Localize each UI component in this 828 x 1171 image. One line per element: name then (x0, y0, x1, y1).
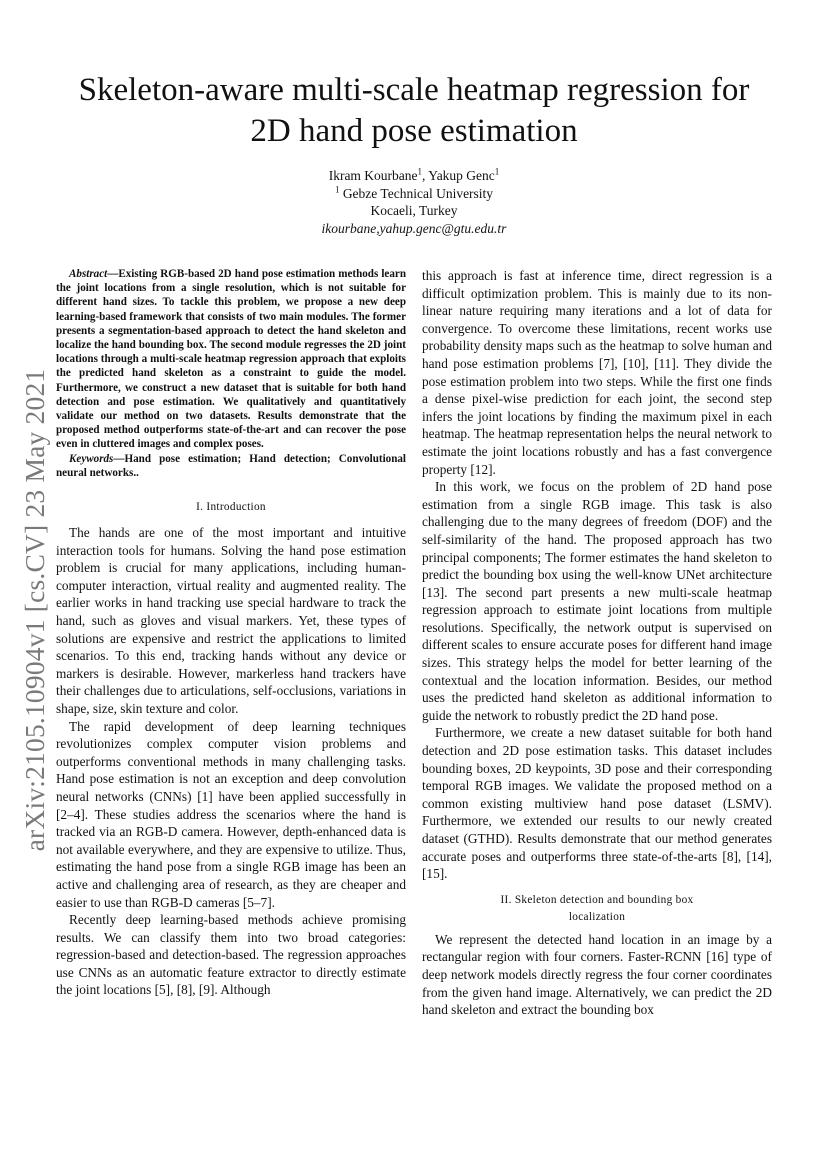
section-heading-skeleton-line1: II. Skeleton detection and bounding box (500, 893, 694, 906)
abstract-text: —Existing RGB-based 2D hand pose estimation methods learn the joint locations from a single resolution, which is not suitable for different hand sizes. To tackle this problem, we propose a new deep learning-based framework that consists of two main modules. The former presents a segmentation-based approach to detect the hand skeleton and localize the hand bounding box. The second module regresses the 2D joint locations through a multi-scale heatmap regression approach that exploits the predicted hand skeleton as a constraint to guide the model. Furthermore, we construct a new dataset that is suitable for both hand detection and pose estimation. We qualitatively and quantitatively validate our method on two datasets. Results demonstrate that the proposed method outperforms state-of-the-art and can recover the pose even in cluttered images and complex poses. (56, 268, 406, 451)
intro-paragraph-3: Recently deep learning-based methods achieve promising results. We can classify them into two broad categories: regression-based and detection-based. The regression approaches use CNNs as an automatic feature extractor to directly estimate the joint locations [5], [8], [9]. Although (56, 912, 406, 998)
arxiv-identifier-text: arXiv:2105.10904v1 [cs.CV] 23 May 2021 (19, 368, 50, 852)
author-sup-2: 1 (494, 166, 500, 177)
section2-paragraph-1: We represent the detected hand location in an image by a rectangular region with four corners. Faster-RCNN [16] type of deep network models directly regress the four corner coordinates from the given hand image. Alternatively, we can predict the 2D hand skeleton and extract the bounding box (422, 931, 772, 1018)
abstract-lead: Abstract (69, 268, 108, 280)
section-heading-introduction: I. Introduction (196, 501, 266, 514)
paper-title-line1: Skeleton-aware multi-scale heatmap regression for (78, 72, 750, 108)
intro-paragraph-6: Furthermore, we create a new dataset suitable for both hand detection and 2D pose estimation tasks. This dataset includes bounding boxes, 2D keypoints, 3D pose and their corresponding temporal RGB images. We validate the proposed method on a common existing multiview hand pose dataset (LSMV). Furthermore, we extended our results to our newly created dataset (GTHD). Results demonstrate that our method generates accurate poses and outperforms three state-of-the-arts [8], [14], [15]. (422, 725, 772, 882)
intro-paragraph-1: The hands are one of the most important and intuitive interaction tools for humans. Solving the hand pose estimation problem is crucial for many applications, including human-computer interaction, virtual reality and augmented reality. The earlier works in hand tracking use special hardware to track the hand, such as gloves and visual markers. Yet, these types of solutions are expensive and restrict the applications to limited scenarios. To this end, tracking hands without any device or markers is desirable. However, markerless hand trackers have their challenges due to articulations, self-occlusions, variations in shape, size, skin texture and color. (56, 525, 406, 716)
intro-paragraph-2: The rapid development of deep learning techniques revolutionizes complex computer vision problems and outperforms conventional methods in many challenging tasks. Hand pose estimation is not an exception and deep convolution neural networks (CNNs) [1] have been applied successfully in [2–4]. These studies address the scenarios where the hand is tracked via an RGB-D camera. However, depth-enhanced data is not available everywhere, and they are expensive to utilize. Thus, estimating the hand pose from a single RGB image has been an active and challenging area of research, as they are cheaper and easier to use than RGB-D cameras [5–7]. (56, 718, 406, 910)
section-heading-skeleton-detection (422, 892, 772, 926)
author-name-1: Ikram Kourbane (328, 168, 418, 183)
arxiv-identifier (18, 350, 52, 870)
affiliation-text: Gebze Technical University (339, 185, 494, 201)
author-name-2: , Yakup Genc (422, 168, 495, 183)
author-email: ikourbane,yahup.genc@gtu.edu.tr (321, 220, 507, 236)
author-location: Kocaeli, Turkey (370, 203, 458, 218)
keywords-lead: Keywords (69, 452, 114, 465)
section-heading-skeleton-line2: localization (568, 910, 626, 923)
author-block (0, 167, 828, 237)
paper-title-line2: 2D hand pose estimation (250, 113, 578, 149)
paper-title (0, 70, 828, 152)
keywords-text: —Hand pose estimation; Hand detection; Convolutional neural networks.. (56, 452, 406, 479)
author-names (0, 167, 828, 185)
intro-paragraph-4: this approach is fast at inference time, direct regression is a difficult optimization problem. This is mainly due to its non-linear nature requiring many iterations and a lot of data for convergence. To overcome these limitations, recent works use probability density maps such as the heatmap to solve human and hand pose estimation problems [7], [10], [11]. They divide the pose estimation problem into two steps. While the first one finds a dense pixel-wise prediction for each joint, the second step infers the joint locations by finding the maximum pixel in each heatmap. The heatmap representation helps the neural network to estimate the joint locations robustly and has a fast convergence property [12]. (422, 268, 772, 477)
keywords (56, 452, 406, 480)
author-affiliation (0, 185, 828, 203)
right-column (422, 267, 772, 1019)
affiliation-sup: 1 (334, 184, 340, 194)
author-sup-1: 1 (417, 166, 423, 177)
left-column (56, 267, 406, 999)
abstract (56, 267, 406, 452)
intro-paragraph-5: In this work, we focus on the problem of 2D hand pose estimation from a single RGB image. This task is also challenging due to the many degrees of freedom (DOF) and the self-similarity of the hand. The proposed approach has two principal components; The former estimates the hand skeleton to predict the bounding box using the well-know UNet architecture [13]. The second part presents a new multi-scale heatmap regression approach to estimate joint locations from multiple resolutions. Specifically, the network output is supervised on different scales to ensure accurate poses for different hand image sizes. This strategy helps the model for better learning of the contextual and the location information. Besides, our method uses the predicted hand skeleton as additional information to guide the network to robustly predict the 2D hand pose. (422, 479, 772, 723)
